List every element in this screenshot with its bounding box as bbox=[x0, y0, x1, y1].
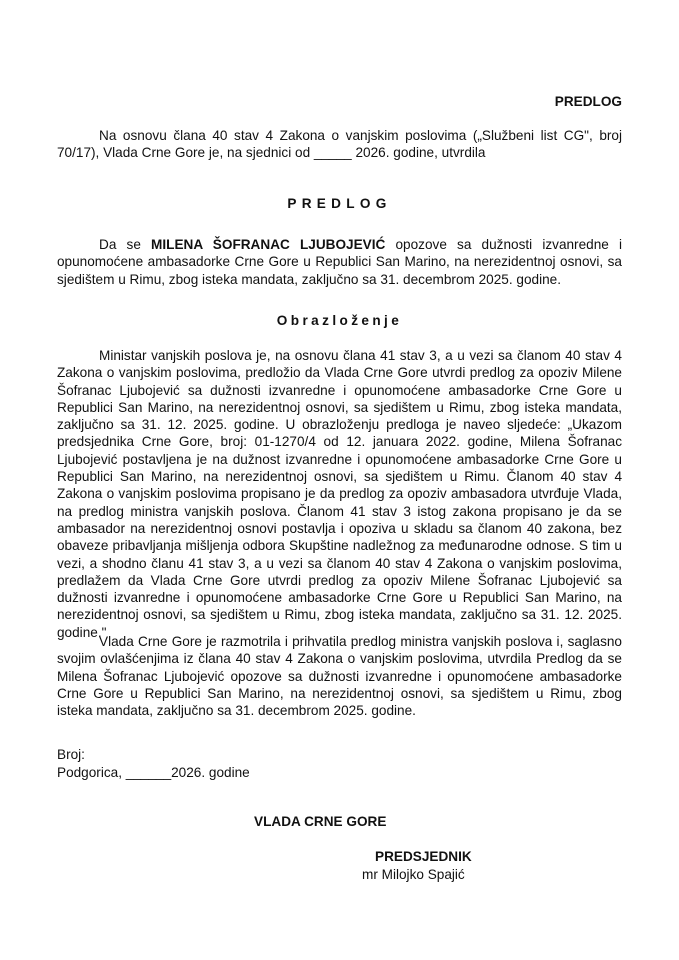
proposal-prefix: Da se bbox=[99, 237, 152, 252]
reasoning-paragraph-2: Vlada Crne Gore je razmotrila i prihvatila predlog ministra vanjskih poslova i, saglasno svojim ovlašćenjima iz člana 40 stav 4 Zakona o vanjskim poslovima, utvrdila Predlog da se Milena Šofranac Ljubojević opozove sa dužnosti izvanredne i opunomoćene ambasadorke Crne Gore u Republici San Marino, na nerezidentnoj osnovi, sa sjedištem u Rimu, zbog isteka mandata, zaključno sa 31. decembrom 2025. godine. bbox=[57, 634, 622, 719]
reasoning-heading: Obrazloženje bbox=[276, 313, 403, 328]
signatory-role: PREDSJEDNIK bbox=[375, 849, 472, 864]
signatory-name: mr Milojko Spajić bbox=[362, 867, 465, 882]
proposal-name: MILENA ŠOFRANAC LJUBOJEVIĆ bbox=[151, 237, 386, 252]
predlog-label: PREDLOG bbox=[554, 94, 622, 109]
reference-number: Broj: bbox=[57, 747, 85, 762]
proposal-text: opozove sa dužnosti izvanredne i opunomoćene ambasadorke Crne Gore u Republici San Marino, na nerezidentnoj osnovi, sa sjedištem u Rimu, zbog isteka mandata, zaključno sa 31. decembrom 2025. godine. bbox=[57, 237, 622, 287]
government-name: VLADA CRNE GORE bbox=[254, 814, 387, 829]
proposal-paragraph bbox=[57, 236, 622, 288]
intro-paragraph: Na osnovu člana 40 stav 4 Zakona o vanjskim poslovima („Službeni list CG", broj 70/17), Vlada Crne Gore je, na sjednici od _____ 2026. godine, utvrdila bbox=[57, 128, 622, 161]
document-title: PREDLOG bbox=[287, 196, 392, 211]
reasoning-paragraph-1: Ministar vanjskih poslova je, na osnovu člana 41 stav 3, a u vezi sa članom 40 stav 4 Zakona o vanjskim poslovima, predložio da Vlada Crne Gore utvrdi predlog za opoziv Milene Šofranac Ljubojević sa dužnosti izvanredne i opunomoćene ambasadorke Crne Gore u Republici San Marino, na nerezidentnoj osnovi, sa sjedištem u Rimu, zbog isteka mandata, zaključno sa 31. 12. 2025. godine. U obrazloženju predloga je naveo sljedeće: „Ukazom predsjednika Crne Gore, broj: 01-1270/4 od 12. januara 2022. godine, Milena Šofranac Ljubojević postavljena je na dužnost izvanredne i opunomoćene ambasadorke Crne Gore u Republici San Marino, na nerezidentnoj osnovi, sa sjedištem u Rimu. Članom 40 stav 4 Zakona o vanjskim poslovima propisano je da predlog za opoziv ambasadora utvrđuje Vlada, na predlog ministra vanjskih poslova. Članom 41 stav 3 istog zakona propisano je da se ambasador na nerezidentnoj osnovi postavlja i opoziva u skladu sa članom 40 zakona, bez obaveze pribavljanja mišljenja odbora Skupštine nadležnog za međunarodne odnose. S tim u vezi, a shodno članu 41 stav 3, a u vezi sa članom 40 stav 4 Zakona o vanjskim poslovima, predlažem da Vlada Crne Gore utvrdi predlog za opoziv Milene Šofranac Ljubojević sa dužnosti izvanredne i opunomoćene ambasadorke Crne Gore u Republici San Marino, na nerezidentnoj osnovi, sa sjedištem u Rimu, zbog isteka mandata, zaključno sa 31. 12. 2025. godine." bbox=[57, 348, 622, 640]
place-date: Podgorica, ______2026. godine bbox=[57, 765, 250, 780]
